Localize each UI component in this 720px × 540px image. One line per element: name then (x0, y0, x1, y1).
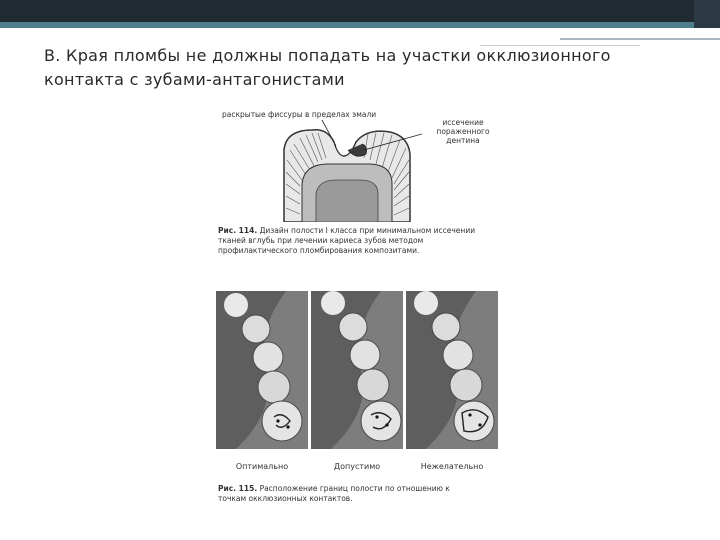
dental-photo-acceptable (311, 291, 403, 449)
figure-114-text: Дизайн полости I класса при минимальном иссечении тканей вглубь при лечении кариеса зубов методом профилактического пломбирования композитами. (218, 226, 476, 255)
figure-115-text: Расположение границ полости по отношению к точкам окклюзионных контактов. (218, 484, 450, 503)
slide-accent-bar (0, 22, 720, 28)
photo-label-optimal: Оптимально (235, 462, 289, 471)
slide-corner-block (694, 0, 720, 28)
photo-label-undesirable: Нежелательно (420, 462, 484, 471)
label-open-fissures: раскрытые фиссуры в пределах эмали (222, 110, 377, 119)
decorative-rule (560, 38, 720, 40)
label-excised-dentin: иссечение пораженного дентина (436, 118, 490, 145)
photo-label-acceptable: Допустимо (333, 462, 381, 471)
figure-114-number: Рис. 114. (218, 226, 258, 235)
dental-photo-optimal (216, 291, 308, 449)
figure-115-number: Рис. 115. (218, 484, 258, 493)
slide-top-bar (0, 0, 720, 22)
figure-115-caption (218, 484, 478, 504)
slide-title: В. Края пломбы не должны попадать на участки окклюзионного контакта с зубами-антагонистами (44, 46, 611, 89)
figure-114-caption (218, 226, 478, 256)
dental-photo-undesirable (406, 291, 498, 449)
tooth-section-diagram (272, 120, 422, 222)
